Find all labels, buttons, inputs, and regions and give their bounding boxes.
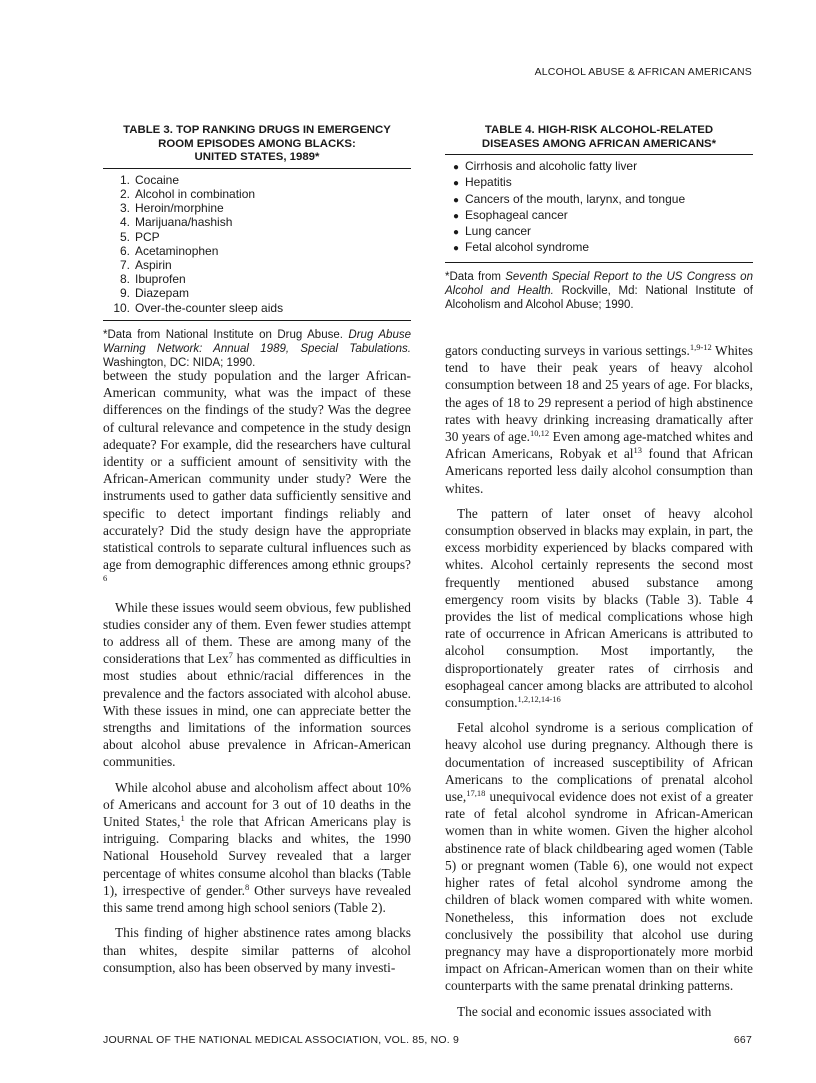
citation-superscript: 10,12 <box>530 428 550 439</box>
table-3-item-text: Diazepam <box>135 286 190 301</box>
table-3-item <box>103 286 411 300</box>
body-text-run: unequivocal evidence does not exist of a greater rate of fetal alcohol syndrome in African-American women than in white women. Given the higher alcohol abstinence rate of black childbearing aged women (Table 5) or pregnant women (Table 6), one would not expect higher rates of fetal alcohol syndrome among the children of black women compared with white women. Nonetheless, this information does not exclude conclusively the possibility that alcohol use during pregnancy may have a disproportionately more morbid impact on African-American women than on their white counterparts with the same prenatal drinking patterns. <box>445 789 753 994</box>
table-3-item <box>103 301 411 315</box>
citation-superscript: 1,2,12,14-16 <box>517 694 561 705</box>
bullet-icon: ● <box>453 210 460 222</box>
left-body-text <box>103 367 411 984</box>
body-paragraph <box>445 719 753 994</box>
table-4-item-text: Fetal alcohol syndrome <box>465 240 590 255</box>
table-3-footnote-post: Washington, DC: NIDA; 1990. <box>103 356 256 369</box>
table-3-list <box>103 173 411 315</box>
body-text-run: gators conducting surveys in various settings. <box>445 343 690 358</box>
left-column <box>103 124 411 370</box>
table-3-item-number: 2. <box>119 186 130 201</box>
footer-page-number: 667 <box>733 1034 752 1046</box>
body-text-run: While these issues would seem obvious, few published studies consider any of them. Even fewer studies attempt to address all of them. These are among many of the considerations that Lex <box>103 599 411 667</box>
table-3 <box>103 124 411 370</box>
table-3-footnote-pre: *Data from National Institute on Drug Abuse. <box>103 328 349 341</box>
table-3-item-number: 10. <box>113 300 130 315</box>
table-4-item <box>445 175 753 191</box>
table-3-item-number: 1. <box>119 172 130 187</box>
citation-superscript: 17,18 <box>466 788 486 799</box>
bullet-icon: ● <box>453 243 460 255</box>
body-text-run: The social and economic issues associated with <box>457 1003 712 1019</box>
table-4-footnote-post: Rockville, Md: National Institute of Alcoholism and Alcohol Abuse; 1990. <box>445 285 753 312</box>
table-3-item <box>103 201 411 215</box>
table-4-item-text: Cirrhosis and alcoholic fatty liver <box>465 159 638 174</box>
citation-superscript: 7 <box>228 650 233 661</box>
table-4-list <box>445 159 753 256</box>
table-3-item <box>103 187 411 201</box>
table-4-item-text: Hepatitis <box>465 175 512 190</box>
body-paragraph <box>445 1003 753 1020</box>
body-text-run: found that African Americans reported less daily alcohol consumption than whites. <box>445 446 753 496</box>
table-3-item-number: 9. <box>119 286 130 301</box>
bullet-icon: ● <box>453 227 460 238</box>
table-3-item-number: 6. <box>119 243 130 258</box>
body-text-run: between the study population and the larger African-American community, what was the impact of these differences on the findings of the study? Was the degree of cultural relevance and competence in the study design adequate? For example, did the researchers have cultural identity or a sufficient amount of sensitivity with the African-American community under study? Were the instruments used to gather data sufficiently sensitive and specific to detect important findings reliably and accurately? Did the study design have the appropriate statistical controls to separate cultural influences such as age from demographic differences among ethnic groups? <box>103 368 411 573</box>
body-text-run: This finding of higher abstinence rates among blacks than whites, despite similar patterns of alcohol consumption, also has been observed by many investi- <box>103 925 411 975</box>
bullet-icon: ● <box>453 178 460 190</box>
body-paragraph <box>445 505 753 711</box>
table-4-item <box>445 192 753 208</box>
table-3-item <box>103 173 411 187</box>
table-3-title <box>103 124 411 165</box>
table-3-top-rule <box>103 168 411 169</box>
table-4 <box>445 124 753 312</box>
table-4-item <box>445 159 753 175</box>
table-3-item <box>103 272 411 286</box>
body-paragraph <box>103 924 411 976</box>
table-3-item <box>103 258 411 272</box>
table-3-item <box>103 244 411 258</box>
table-3-footnote-title: Drug Abuse Warning Network: Annual 1989, Special Tabulations. <box>103 328 411 355</box>
table-3-item-text: Alcohol in combination <box>135 186 256 201</box>
table-3-item-text: Acetaminophen <box>135 243 219 258</box>
table-3-item-number: 3. <box>119 201 130 216</box>
body-text-run: Whites tend to have their peak years of heavy alcohol consumption between 18 and 25 years of age. For blacks, the ages of 18 to 29 represent a period of high abstinence rates with heavy drinking increasing dramatically after 30 years of age. <box>445 343 753 445</box>
table-4-bottom-rule <box>445 262 753 263</box>
table-3-item-text: Heroin/morphine <box>135 201 224 216</box>
table-3-title-line: TABLE 3. TOP RANKING DRUGS IN EMERGENCY <box>123 124 391 136</box>
right-body-text <box>445 342 753 1028</box>
table-4-item <box>445 240 753 256</box>
table-3-item-text: Aspirin <box>135 258 172 272</box>
table-3-item-number: 7. <box>119 258 130 272</box>
right-column <box>445 124 753 312</box>
table-3-bottom-rule <box>103 320 411 321</box>
table-3-item-number: 5. <box>119 229 130 244</box>
body-text-run: While alcohol abuse and alcoholism affect about 10% of Americans and account for 3 out of 10 deaths in the United States, <box>103 779 411 830</box>
table-3-item-text: Cocaine <box>135 172 180 187</box>
footer-journal: JOURNAL OF THE NATIONAL MEDICAL ASSOCIATION, VOL. 85, NO. 9 <box>103 1034 460 1046</box>
body-text-run: The pattern of later onset of heavy alcohol consumption observed in blacks may explain, in part, the excess morbidity experienced by blacks compared with whites. Alcohol certainly represents the second most frequently mentioned abused substance among emergency room visits by blacks (Table 3). Table 4 provides the list of medical complications whose high rate of occurrence in African Americans is attributed to alcohol consumption. Most importantly, the disproportionately greater rates of cirrhosis and esophageal cancer among blacks are attributed to alcohol consumption. <box>445 505 753 711</box>
body-text-run: the role that African Americans play is intriguing. Comparing blacks and whites, the 1990 National Household Survey revealed that a larger percentage of whites consume alcohol than blacks (Table 1), irrespective of gender. <box>103 814 411 898</box>
citation-superscript: 8 <box>244 881 250 892</box>
body-paragraph <box>445 342 753 497</box>
citation-superscript: 13 <box>633 445 643 456</box>
running-head: ALCOHOL ABUSE & AFRICAN AMERICANS <box>534 66 752 78</box>
body-paragraph <box>103 599 411 771</box>
body-text-run: has commented as difficulties in most studies about ethnic/racial differences in the prevalence and the factors associated with alcohol abuse. With these issues in mind, one can appreciate better the strengths and limitations of the information sources about alcohol abuse prevalence in African-American communities. <box>103 651 411 770</box>
table-4-footnote-title: Seventh Special Report to the US Congress on Alcohol and Health. <box>445 271 753 298</box>
citation-superscript: 1,9-12 <box>689 342 712 352</box>
table-4-footnote <box>445 270 753 312</box>
table-4-item <box>445 208 753 224</box>
table-4-title-line: DISEASES AMONG AFRICAN AMERICANS* <box>481 137 717 150</box>
body-paragraph <box>103 779 411 917</box>
table-4-item-text: Cancers of the mouth, larynx, and tongue <box>465 191 686 206</box>
table-3-item-text: Ibuprofen <box>135 272 186 287</box>
citation-superscript: 6 <box>103 573 108 584</box>
table-3-title-line: ROOM EPISODES AMONG BLACKS: <box>158 137 356 150</box>
table-3-item-text: PCP <box>135 229 160 244</box>
table-3-item-number: 8. <box>119 272 130 287</box>
table-3-title-line: UNITED STATES, 1989* <box>194 151 320 164</box>
table-4-top-rule <box>445 154 753 155</box>
table-4-item <box>445 224 753 240</box>
table-3-item-number: 4. <box>119 215 130 230</box>
table-3-item-text: Over-the-counter sleep aids <box>135 300 284 315</box>
body-text-run: Even among age-matched whites and African Americans, Robyak et al <box>445 429 754 462</box>
table-4-footnote-pre: *Data from <box>445 271 506 284</box>
table-4-title-line: TABLE 4. HIGH-RISK ALCOHOL-RELATED <box>484 124 714 136</box>
citation-superscript: 1 <box>180 813 185 824</box>
table-3-footnote <box>103 328 411 370</box>
body-text-run: Other surveys have revealed this same trend among high school seniors (Table 2). <box>103 882 411 916</box>
table-4-item-text: Esophageal cancer <box>465 207 568 222</box>
bullet-icon: ● <box>453 162 460 174</box>
body-paragraph <box>103 367 411 591</box>
table-3-item <box>103 230 411 244</box>
table-3-item-text: Marijuana/hashish <box>135 215 233 230</box>
table-4-item-text: Lung cancer <box>465 224 532 238</box>
table-3-item <box>103 215 411 229</box>
bullet-icon: ● <box>453 194 460 206</box>
body-text-run: Fetal alcohol syndrome is a serious complication of heavy alcohol use during pregnancy. Although there is documentation of increased susceptibility of African Americans to the complications of prenatal alcohol use, <box>445 720 753 805</box>
